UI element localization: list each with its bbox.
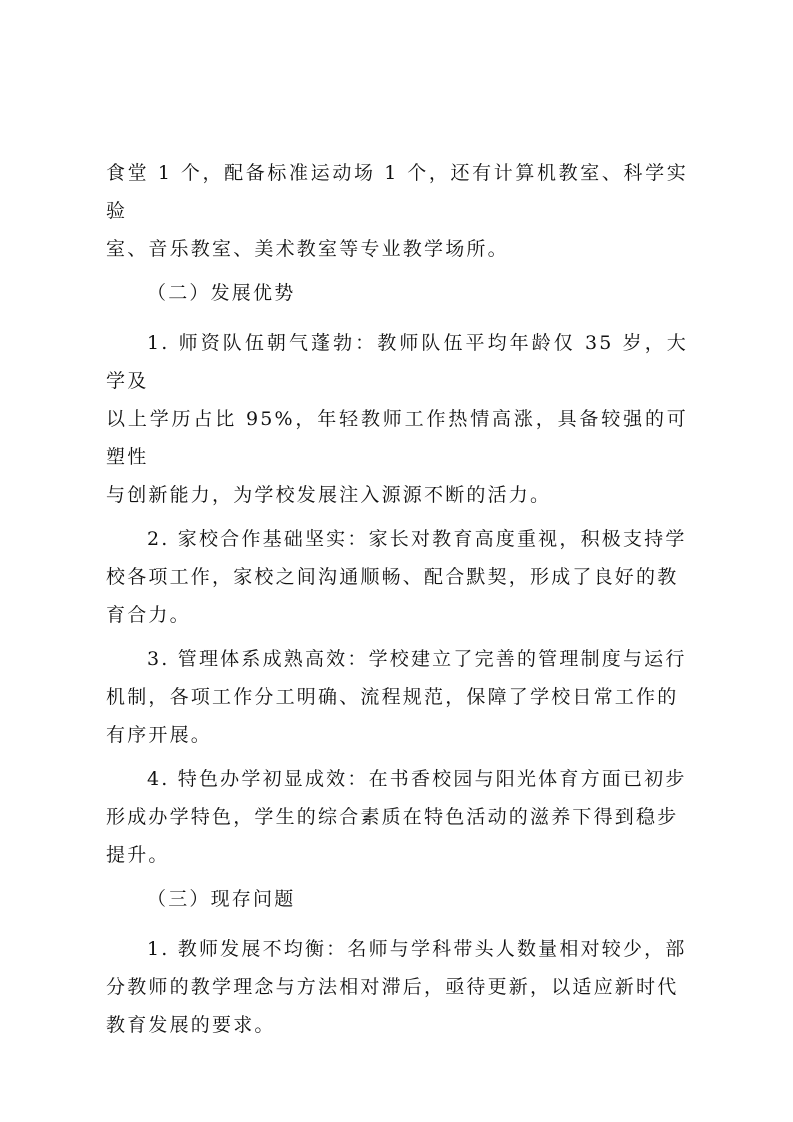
text-line: 育合力。 [106,604,191,626]
text-line: 有序开展。 [106,724,213,746]
section-heading-advantages: （二）发展优势 [147,282,296,304]
section-heading-problems: （三）现存问题 [147,888,296,910]
text-line: 4. 特色办学初显成效：在书香校园与阳光体育方面已初步 [147,768,687,790]
text-line: 3. 管理体系成熟高效：学校建立了完善的管理制度与运行 [147,648,687,670]
text-line: 教育发展的要求。 [106,1014,276,1036]
paragraph-advantage-3 [106,640,688,754]
text-line: 与创新能力，为学校发展注入源源不断的活力。 [106,484,552,506]
paragraph-advantage-2 [106,520,688,634]
paragraph-problem-1 [106,930,688,1044]
text-line: 1. 教师发展不均衡：名师与学科带头人数量相对较少，部 [147,938,687,960]
text-line: 2. 家校合作基础坚实：家长对教育高度重视，积极支持学 [147,528,687,550]
text-line: 1. 师资队伍朝气蓬勃：教师队伍平均年龄仅 35 岁，大学及 [106,332,688,392]
text-line: 室、音乐教室、美术教室等专业教学场所。 [106,238,509,260]
paragraph-advantage-4 [106,760,688,874]
text-line: 提升。 [106,844,170,866]
paragraph-advantage-1 [106,324,688,514]
text-line: 校各项工作，家校之间沟通顺畅、配合默契，形成了良好的教 [106,566,679,588]
text-line: 食堂 1 个，配备标准运动场 1 个，还有计算机教室、科学实验 [106,162,688,222]
text-line: 形成办学特色，学生的综合素质在特色活动的滋养下得到稳步 [106,806,679,828]
document-body [106,154,688,1050]
text-line: 机制，各项工作分工明确、流程规范，保障了学校日常工作的 [106,686,679,708]
paragraph-facilities [106,154,688,268]
text-line: 分教师的教学理念与方法相对滞后，亟待更新，以适应新时代 [106,976,679,998]
text-line: 以上学历占比 95%，年轻教师工作热情高涨，具备较强的可塑性 [106,408,688,468]
